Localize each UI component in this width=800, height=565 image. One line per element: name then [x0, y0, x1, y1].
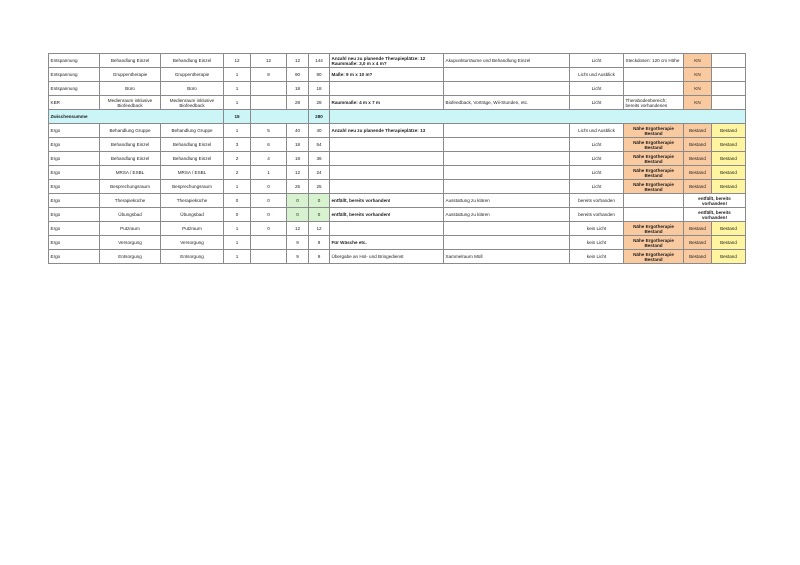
- table-row: [49, 180, 746, 194]
- places-cell[interactable]: 5: [251, 124, 287, 138]
- light-cell[interactable]: kein Licht: [570, 236, 624, 250]
- light-cell[interactable]: Licht und Ausblick: [570, 124, 624, 138]
- count-cell[interactable]: 1: [224, 180, 251, 194]
- type-cell[interactable]: MRSA / ESBL: [161, 166, 224, 180]
- status-cell[interactable]: Bestand: [684, 250, 712, 264]
- type-cell[interactable]: Medienraum inklusive Biofeedback: [161, 96, 224, 110]
- total-area-cell[interactable]: 54: [309, 138, 330, 152]
- status-cell[interactable]: KN: [684, 54, 712, 68]
- equipment-cell[interactable]: Akupunkturräume und Behandlung Einzel: [444, 54, 570, 68]
- category-cell[interactable]: Ergo: [49, 222, 100, 236]
- equipment-cell[interactable]: Ausstattung zu klären: [444, 208, 570, 222]
- category-cell[interactable]: Ergo: [49, 124, 100, 138]
- light-cell[interactable]: bereits vorhanden: [570, 194, 624, 208]
- type-cell[interactable]: Versorgung: [161, 236, 224, 250]
- status-cell-2[interactable]: Bestand: [712, 124, 746, 138]
- category-cell[interactable]: Entspannung: [49, 54, 100, 68]
- count-cell[interactable]: 3: [224, 138, 251, 152]
- light-cell[interactable]: Licht: [570, 138, 624, 152]
- location-cell[interactable]: [624, 68, 684, 82]
- area-cell[interactable]: 0: [287, 194, 309, 208]
- equipment-cell[interactable]: [444, 180, 570, 194]
- room-cell[interactable]: Therapieküche: [100, 194, 161, 208]
- count-cell[interactable]: 1: [224, 236, 251, 250]
- location-cell[interactable]: Nähe Ergotherapie Bestand: [624, 222, 684, 236]
- status-cell[interactable]: Bestand: [684, 236, 712, 250]
- places-cell[interactable]: 1: [251, 166, 287, 180]
- location-cell[interactable]: [624, 82, 684, 96]
- count-cell[interactable]: 0: [224, 194, 251, 208]
- count-cell[interactable]: 12: [224, 54, 251, 68]
- category-cell[interactable]: Ergo: [49, 194, 100, 208]
- total-area-cell[interactable]: 25: [309, 180, 330, 194]
- equipment-cell[interactable]: Sammelraum Müll: [444, 250, 570, 264]
- table-row: [49, 82, 746, 96]
- equipment-cell[interactable]: [444, 68, 570, 82]
- equipment-cell[interactable]: [444, 138, 570, 152]
- status-cell[interactable]: entfällt, bereits vorhanden!: [684, 208, 746, 222]
- total-area-cell[interactable]: 18: [309, 82, 330, 96]
- note-cell[interactable]: Raummaße: 4 m x 7 m: [330, 96, 444, 110]
- total-area-cell[interactable]: 12: [309, 222, 330, 236]
- total-area-cell[interactable]: 9: [309, 250, 330, 264]
- category-cell[interactable]: Ergo: [49, 236, 100, 250]
- places-cell[interactable]: 6: [251, 138, 287, 152]
- table-row: [49, 250, 746, 264]
- equipment-cell[interactable]: Biofeedback, Vorträge, Wii-Stunden, etc.: [444, 96, 570, 110]
- places-cell[interactable]: 4: [251, 152, 287, 166]
- subtotal-row: [49, 110, 746, 124]
- status-cell-2[interactable]: Bestand: [712, 152, 746, 166]
- area-cell[interactable]: 12: [287, 166, 309, 180]
- table-row: [49, 166, 746, 180]
- status-cell[interactable]: KN: [684, 68, 712, 82]
- table-row: [49, 236, 746, 250]
- status-cell-2[interactable]: Bestand: [712, 138, 746, 152]
- count-cell[interactable]: 0: [224, 208, 251, 222]
- category-cell[interactable]: Entspannung: [49, 68, 100, 82]
- category-cell[interactable]: Ergo: [49, 180, 100, 194]
- type-cell[interactable]: Entsorgung: [161, 250, 224, 264]
- area-cell[interactable]: 0: [287, 208, 309, 222]
- location-cell[interactable]: Nähe Ergotherapie Bestand: [624, 236, 684, 250]
- count-cell[interactable]: 2: [224, 166, 251, 180]
- type-cell[interactable]: Therapieküche: [161, 194, 224, 208]
- table-row: [49, 68, 746, 82]
- count-cell[interactable]: 1: [224, 96, 251, 110]
- location-cell[interactable]: Nähe Ergotherapie Bestand: [624, 124, 684, 138]
- location-cell[interactable]: Nähe Ergotherapie Bestand: [624, 250, 684, 264]
- equipment-cell[interactable]: [444, 82, 570, 96]
- area-cell[interactable]: 25: [287, 180, 309, 194]
- note-cell[interactable]: Übergabe an Hol- und Bringedienst: [330, 250, 444, 264]
- location-cell[interactable]: Nähe Ergotherapie Bestand: [624, 180, 684, 194]
- room-cell[interactable]: Gruppentherapie: [100, 68, 161, 82]
- location-cell[interactable]: Nähe Ergotherapie Bestand: [624, 152, 684, 166]
- total-area-cell[interactable]: 9: [309, 236, 330, 250]
- equipment-cell[interactable]: [444, 166, 570, 180]
- count-cell[interactable]: 2: [224, 152, 251, 166]
- table-row: [49, 194, 746, 208]
- room-cell[interactable]: Behandlung Einzel: [100, 138, 161, 152]
- status-cell-2[interactable]: Bestand: [712, 166, 746, 180]
- places-cell[interactable]: 0: [251, 194, 287, 208]
- room-cell[interactable]: Übungsbad: [100, 208, 161, 222]
- note-cell[interactable]: [330, 222, 444, 236]
- type-cell[interactable]: Behandlung Einzel: [161, 54, 224, 68]
- count-cell[interactable]: 1: [224, 68, 251, 82]
- equipment-cell[interactable]: [444, 236, 570, 250]
- location-cell[interactable]: Nähe Ergotherapie Bestand: [624, 138, 684, 152]
- places-cell[interactable]: [251, 250, 287, 264]
- area-cell[interactable]: 12: [287, 54, 309, 68]
- light-cell[interactable]: Licht: [570, 180, 624, 194]
- subtotal-area[interactable]: 280: [309, 110, 330, 124]
- note-cell[interactable]: [330, 166, 444, 180]
- room-cell[interactable]: Büro: [100, 82, 161, 96]
- note-cell[interactable]: entfällt, bereits vorhanden!: [330, 194, 444, 208]
- total-area-cell[interactable]: 36: [309, 152, 330, 166]
- status-cell[interactable]: Bestand: [684, 166, 712, 180]
- room-cell[interactable]: MRSA / ESBL: [100, 166, 161, 180]
- room-cell[interactable]: Besprechungsraum: [100, 180, 161, 194]
- type-cell[interactable]: Behandlung Einzel: [161, 138, 224, 152]
- room-cell[interactable]: Entsorgung: [100, 250, 161, 264]
- location-cell[interactable]: [624, 208, 684, 222]
- table-row: [49, 96, 746, 110]
- status-cell-2[interactable]: Bestand: [712, 236, 746, 250]
- light-cell[interactable]: Licht und Ausblick: [570, 68, 624, 82]
- area-cell[interactable]: 28: [287, 96, 309, 110]
- places-cell[interactable]: [251, 82, 287, 96]
- count-cell[interactable]: 1: [224, 222, 251, 236]
- location-cell[interactable]: Therabodenbereich; bereits vorhandenes: [624, 96, 684, 110]
- table-row: [49, 222, 746, 236]
- status-cell-2[interactable]: [712, 96, 746, 110]
- room-cell[interactable]: Behandlung Einzel: [100, 54, 161, 68]
- note-cell[interactable]: [330, 138, 444, 152]
- category-cell[interactable]: Ergo: [49, 250, 100, 264]
- light-cell[interactable]: Licht: [570, 82, 624, 96]
- area-cell[interactable]: 40: [287, 124, 309, 138]
- status-cell[interactable]: KN: [684, 96, 712, 110]
- light-cell[interactable]: Licht: [570, 54, 624, 68]
- room-cell[interactable]: Medienraum inklusive Biofeedback: [100, 96, 161, 110]
- places-cell[interactable]: 8: [251, 68, 287, 82]
- total-area-cell[interactable]: 0: [309, 208, 330, 222]
- area-cell[interactable]: 9: [287, 236, 309, 250]
- table-row: [49, 152, 746, 166]
- note-cell[interactable]: Für Wäsche etc.: [330, 236, 444, 250]
- total-area-cell[interactable]: 144: [309, 54, 330, 68]
- places-cell[interactable]: 0: [251, 180, 287, 194]
- count-cell[interactable]: 1: [224, 124, 251, 138]
- subtotal-label[interactable]: Zwischensumme: [49, 110, 224, 124]
- total-area-cell[interactable]: 40: [309, 124, 330, 138]
- area-cell[interactable]: 90: [287, 68, 309, 82]
- status-cell-2[interactable]: [712, 82, 746, 96]
- status-cell[interactable]: Bestand: [684, 180, 712, 194]
- total-area-cell[interactable]: 0: [309, 194, 330, 208]
- light-cell[interactable]: bereits vorhanden: [570, 208, 624, 222]
- subtotal-count[interactable]: 15: [224, 110, 251, 124]
- places-cell[interactable]: 0: [251, 222, 287, 236]
- table-row: [49, 208, 746, 222]
- status-cell-2[interactable]: Bestand: [712, 222, 746, 236]
- type-cell[interactable]: Gruppentherapie: [161, 68, 224, 82]
- category-cell[interactable]: Ergo: [49, 152, 100, 166]
- status-cell[interactable]: Bestand: [684, 124, 712, 138]
- note-cell[interactable]: entfällt, bereits vorhanden!: [330, 208, 444, 222]
- equipment-cell[interactable]: [444, 152, 570, 166]
- light-cell[interactable]: kein Licht: [570, 222, 624, 236]
- equipment-cell[interactable]: Ausstattung zu klären: [444, 194, 570, 208]
- places-cell[interactable]: 12: [251, 54, 287, 68]
- category-cell[interactable]: Entspannung: [49, 82, 100, 96]
- area-cell[interactable]: 9: [287, 250, 309, 264]
- room-cell[interactable]: Versorgung: [100, 236, 161, 250]
- status-cell-2[interactable]: Bestand: [712, 250, 746, 264]
- note-cell[interactable]: [330, 180, 444, 194]
- status-cell[interactable]: Bestand: [684, 138, 712, 152]
- type-cell[interactable]: Behandlung Einzel: [161, 152, 224, 166]
- status-cell-2[interactable]: [712, 54, 746, 68]
- type-cell[interactable]: Übungsbad: [161, 208, 224, 222]
- category-cell[interactable]: KBR: [49, 96, 100, 110]
- location-cell[interactable]: Steckdosen: 120 cm Höhe: [624, 54, 684, 68]
- equipment-cell[interactable]: [444, 222, 570, 236]
- note-cell[interactable]: [330, 152, 444, 166]
- light-cell[interactable]: kein Licht: [570, 250, 624, 264]
- category-cell[interactable]: Ergo: [49, 166, 100, 180]
- table-row: [49, 138, 746, 152]
- places-cell[interactable]: [251, 236, 287, 250]
- category-cell[interactable]: Ergo: [49, 208, 100, 222]
- note-cell[interactable]: Anzahl neu zu planende Therapieplätze: 13: [330, 124, 444, 138]
- note-cell[interactable]: Anzahl neu zu planende Therapieplätze: 12 Raummaße: 3,0 m x 4 m?: [330, 54, 444, 68]
- subtotal-fill[interactable]: [330, 110, 746, 124]
- area-cell[interactable]: 12: [287, 222, 309, 236]
- type-cell[interactable]: Behandlung Gruppe: [161, 124, 224, 138]
- light-cell[interactable]: Licht: [570, 166, 624, 180]
- places-cell[interactable]: [251, 96, 287, 110]
- status-cell-2[interactable]: [712, 68, 746, 82]
- status-cell[interactable]: KN: [684, 82, 712, 96]
- status-cell[interactable]: Bestand: [684, 152, 712, 166]
- room-cell[interactable]: Behandlung Einzel: [100, 152, 161, 166]
- equipment-cell[interactable]: [444, 124, 570, 138]
- total-area-cell[interactable]: 90: [309, 68, 330, 82]
- table-row: [49, 54, 746, 68]
- count-cell[interactable]: 1: [224, 82, 251, 96]
- type-cell[interactable]: Besprechungsraum: [161, 180, 224, 194]
- area-cell[interactable]: 18: [287, 152, 309, 166]
- places-cell[interactable]: 0: [251, 208, 287, 222]
- room-planning-table: [48, 53, 746, 264]
- note-cell[interactable]: Maße: 9 m x 10 m?: [330, 68, 444, 82]
- subtotal-blank[interactable]: [251, 110, 309, 124]
- note-cell[interactable]: [330, 82, 444, 96]
- room-cell[interactable]: Putzraum: [100, 222, 161, 236]
- type-cell[interactable]: Putzraum: [161, 222, 224, 236]
- category-cell[interactable]: Ergo: [49, 138, 100, 152]
- count-cell[interactable]: 1: [224, 250, 251, 264]
- location-cell[interactable]: [624, 194, 684, 208]
- status-cell[interactable]: entfällt, bereits vorhanden!: [684, 194, 746, 208]
- total-area-cell[interactable]: 24: [309, 166, 330, 180]
- light-cell[interactable]: Licht: [570, 152, 624, 166]
- room-cell[interactable]: Behandlung Gruppe: [100, 124, 161, 138]
- status-cell-2[interactable]: Bestand: [712, 180, 746, 194]
- table-row: [49, 124, 746, 138]
- area-cell[interactable]: 18: [287, 138, 309, 152]
- total-area-cell[interactable]: 28: [309, 96, 330, 110]
- type-cell[interactable]: Büro: [161, 82, 224, 96]
- light-cell[interactable]: Licht: [570, 96, 624, 110]
- location-cell[interactable]: Nähe Ergotherapie Bestand: [624, 166, 684, 180]
- area-cell[interactable]: 18: [287, 82, 309, 96]
- status-cell[interactable]: Bestand: [684, 222, 712, 236]
